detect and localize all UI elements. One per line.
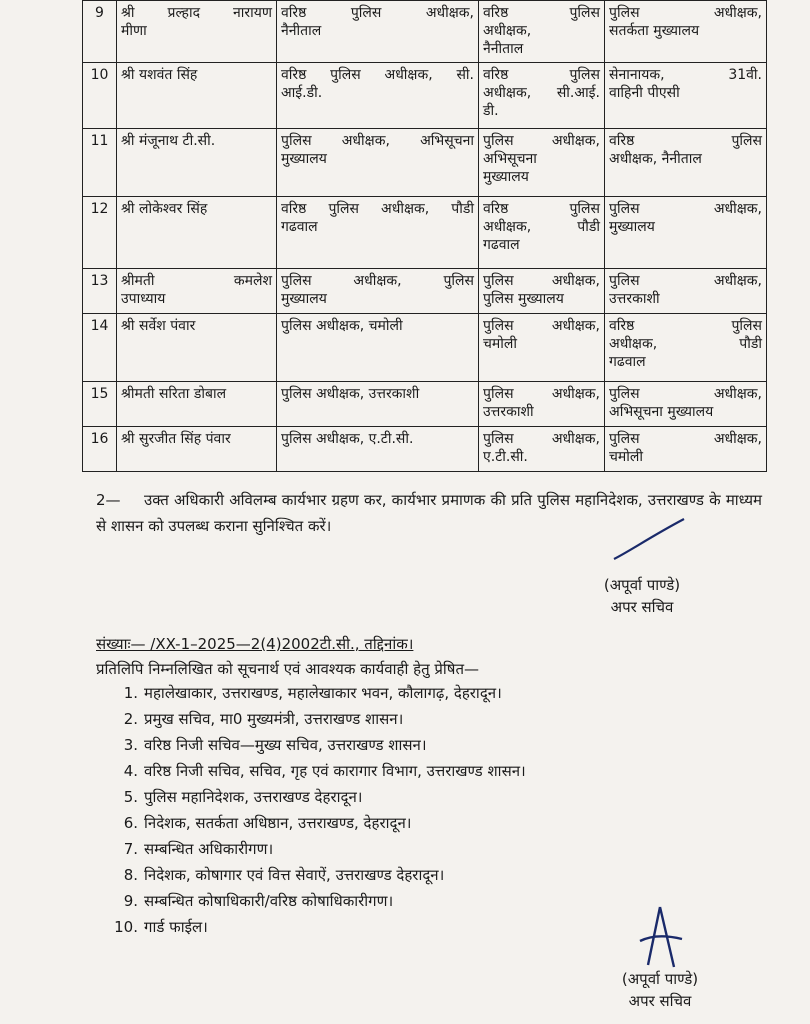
copy-recipient-list (112, 680, 526, 940)
cell-line: श्रीमती सरिता डोबाल (121, 386, 227, 402)
current-cell (277, 269, 479, 314)
list-item (112, 680, 526, 706)
serial-number-cell: 15 (83, 382, 117, 427)
cell-line: मुख्यालय (281, 151, 327, 167)
cell-line: वरिष्ठ पुलिस (609, 318, 762, 334)
serial-number-cell: 13 (83, 269, 117, 314)
cell-line: पुलिस अधीक्षक, (483, 431, 600, 447)
list-item (112, 862, 526, 888)
list-item-number: 2. (123, 710, 138, 728)
from-cell (479, 129, 605, 197)
list-item (112, 888, 526, 914)
cell-line: नैनीताल (483, 41, 524, 57)
signature-block-2 (590, 968, 730, 1012)
cell-line: अभिसूचना मुख्यालय (609, 404, 714, 420)
list-item (112, 836, 526, 862)
list-item-text: निदेशक, सतर्कता अधिष्ठान, उत्तराखण्ड, देहरादून। (144, 814, 412, 832)
transfer-table (82, 0, 767, 472)
list-item-text: प्रमुख सचिव, मा0 मुख्यमंत्री, उत्तराखण्ड शासन। (144, 710, 404, 728)
table-row (83, 269, 767, 314)
signature-mark (610, 515, 690, 565)
list-item-text: निदेशक, कोषागार एवं वित्त सेवाऐं, उत्तराखण्ड देहरादून। (144, 866, 445, 884)
cell-line: वरिष्ठ पुलिस अधीक्षक, (281, 5, 474, 21)
serial-number-cell: 9 (83, 1, 117, 63)
to-cell (605, 269, 767, 314)
from-cell (479, 269, 605, 314)
cell-line: पुलिस अधीक्षक, (483, 133, 600, 149)
serial-number-cell: 11 (83, 129, 117, 197)
cell-line: उपाध्याय (121, 291, 166, 307)
paragraph-text: उक्त अधिकारी अविलम्ब कार्यभार ग्रहण कर, कार्यभार प्रमाणक की प्रति पुलिस महानिदेशक, उत्तराखण्ड के माध्यम से शासन को उपलब्ध कराना सुनिश्चित करें। (96, 491, 762, 535)
cell-line: वरिष्ठ पुलिस (483, 67, 600, 83)
current-cell (277, 427, 479, 472)
from-cell (479, 427, 605, 472)
list-item-text: गार्ड फाईल। (144, 918, 208, 936)
list-item-text: सम्बन्धित अधिकारीगण। (144, 840, 274, 858)
copy-to-heading: प्रतिलिपि निम्नलिखित को सूचनार्थ एवं आवश्यक कार्यवाही हेतु प्रेषित— (96, 660, 480, 678)
to-cell (605, 129, 767, 197)
cell-line: गढवाल (281, 219, 318, 235)
signatory-designation: अपर सचिव (628, 992, 692, 1010)
current-cell (277, 382, 479, 427)
signatory-designation: अपर सचिव (610, 598, 674, 616)
list-item (112, 914, 526, 940)
to-cell (605, 197, 767, 269)
cell-line: वरिष्ठ पुलिस (483, 201, 600, 217)
cell-line: गढवाल (483, 237, 520, 253)
name-cell (117, 1, 277, 63)
cell-line: श्री सुरजीत सिंह पंवार (121, 431, 231, 447)
cell-line: पुलिस अधीक्षक, ए.टी.सी. (281, 431, 414, 447)
cell-line: श्री यशवंत सिंह (121, 67, 198, 83)
cell-line: श्री मंजूनाथ टी.सी. (121, 133, 216, 149)
table-row (83, 1, 767, 63)
cell-line: मीणा (121, 23, 147, 39)
list-item-number: 4. (123, 762, 138, 780)
list-item-number: 5. (123, 788, 138, 806)
list-item-number: 8. (123, 866, 138, 884)
table-row (83, 382, 767, 427)
current-cell (277, 129, 479, 197)
cell-line: पुलिस अधीक्षक, (483, 318, 600, 334)
name-cell (117, 314, 277, 382)
signature-mark (630, 905, 690, 975)
from-cell (479, 382, 605, 427)
list-item-number: 9. (123, 892, 138, 910)
cell-line: अधीक्षक, पौडी (609, 336, 762, 352)
cell-line: उत्तरकाशी (609, 291, 660, 307)
cell-line: गढवाल (609, 354, 646, 370)
serial-number-cell: 12 (83, 197, 117, 269)
cell-line: अभिसूचना (483, 151, 537, 167)
list-item-number: 3. (123, 736, 138, 754)
serial-number-cell: 14 (83, 314, 117, 382)
name-cell (117, 382, 277, 427)
cell-line: श्री सर्वेश पंवार (121, 318, 196, 334)
table-row (83, 129, 767, 197)
list-item (112, 810, 526, 836)
serial-number-cell: 16 (83, 427, 117, 472)
from-cell (479, 197, 605, 269)
cell-line: मुख्यालय (281, 291, 327, 307)
cell-line: पुलिस अधीक्षक, (609, 273, 762, 289)
cell-line: श्री प्रल्हाद नारायण (121, 5, 272, 21)
list-item-text: वरिष्ठ निजी सचिव, सचिव, गृह एवं कारागार विभाग, उत्तराखण्ड शासन। (144, 762, 526, 780)
cell-line: पुलिस अधीक्षक, (609, 431, 762, 447)
cell-line: वरिष्ठ पुलिस (609, 133, 762, 149)
cell-line: पुलिस अधीक्षक, (609, 5, 762, 21)
list-item-number: 7. (123, 840, 138, 858)
cell-line: मुख्यालय (483, 169, 529, 185)
cell-line: डी. (483, 103, 499, 119)
table-row (83, 63, 767, 129)
cell-line: उत्तरकाशी (483, 404, 534, 420)
name-cell (117, 427, 277, 472)
cell-line: पुलिस अधीक्षक, उत्तरकाशी (281, 386, 420, 402)
list-item (112, 732, 526, 758)
cell-line: पुलिस अधीक्षक, (483, 273, 600, 289)
table-row (83, 197, 767, 269)
current-cell (277, 314, 479, 382)
cell-line: ए.टी.सी. (483, 449, 528, 465)
list-item-number: 10. (114, 918, 138, 936)
from-cell (479, 314, 605, 382)
cell-line: सेनानायक, 31वी. (609, 67, 762, 83)
cell-line: अधीक्षक, पौडी (483, 219, 600, 235)
cell-line: अधीक्षक, नैनीताल (609, 151, 702, 167)
reference-number: संख्याः— /XX-1–2025—2(4)2002टी.सी., तद्दिनांक। (96, 635, 414, 653)
name-cell (117, 269, 277, 314)
list-item (112, 784, 526, 810)
cell-line: पुलिस अधीक्षक, (609, 201, 762, 217)
list-item-number: 6. (123, 814, 138, 832)
list-item-text: वरिष्ठ निजी सचिव—मुख्य सचिव, उत्तराखण्ड शासन। (144, 736, 427, 754)
cell-line: श्रीमती कमलेश (121, 273, 272, 289)
serial-number-cell: 10 (83, 63, 117, 129)
table-row (83, 427, 767, 472)
cell-line: पुलिस अधीक्षक, अभिसूचना (281, 133, 474, 149)
cell-line: पुलिस अधीक्षक, (609, 386, 762, 402)
cell-line: वाहिनी पीएसी (609, 85, 680, 101)
to-cell (605, 382, 767, 427)
cell-line: सतर्कता मुख्यालय (609, 23, 700, 39)
list-item-text: सम्बन्धित कोषाधिकारी/वरिष्ठ कोषाधिकारीगण। (144, 892, 394, 910)
signatory-name: (अपूर्वा पाण्डे) (603, 576, 681, 594)
current-cell (277, 197, 479, 269)
cell-line: चमोली (609, 449, 644, 465)
cell-line: वरिष्ठ पुलिस अधीक्षक, सी. (281, 67, 474, 83)
cell-line: पुलिस मुख्यालय (483, 291, 564, 307)
to-cell (605, 427, 767, 472)
cell-line: पुलिस अधीक्षक, पुलिस (281, 273, 474, 289)
cell-line: नैनीताल (281, 23, 322, 39)
cell-line: आई.डी. (281, 85, 323, 101)
cell-line: श्री लोकेश्वर सिंह (121, 201, 208, 217)
to-cell (605, 63, 767, 129)
signature-block-1 (572, 574, 712, 618)
list-item-number: 1. (123, 684, 138, 702)
signatory-name: (अपूर्वा पाण्डे) (621, 970, 699, 988)
cell-line: वरिष्ठ पुलिस (483, 5, 600, 21)
name-cell (117, 197, 277, 269)
to-cell (605, 314, 767, 382)
name-cell (117, 63, 277, 129)
paragraph-number: 2— (96, 491, 121, 509)
cell-line: अधीक्षक, (483, 23, 532, 39)
table-row (83, 314, 767, 382)
cell-line: अधीक्षक, सी.आई. (483, 85, 600, 101)
list-item-text: पुलिस महानिदेशक, उत्तराखण्ड देहरादून। (144, 788, 363, 806)
cell-line: वरिष्ठ पुलिस अधीक्षक, पौडी (281, 201, 474, 217)
to-cell (605, 1, 767, 63)
cell-line: चमोली (483, 336, 518, 352)
cell-line: मुख्यालय (609, 219, 655, 235)
current-cell (277, 1, 479, 63)
list-item (112, 758, 526, 784)
list-item (112, 706, 526, 732)
name-cell (117, 129, 277, 197)
cell-line: पुलिस अधीक्षक, चमोली (281, 318, 403, 334)
list-item-text: महालेखाकार, उत्तराखण्ड, महालेखाकार भवन, कौलागढ़, देहरादून। (144, 684, 502, 702)
cell-line: पुलिस अधीक्षक, (483, 386, 600, 402)
from-cell (479, 63, 605, 129)
from-cell (479, 1, 605, 63)
current-cell (277, 63, 479, 129)
